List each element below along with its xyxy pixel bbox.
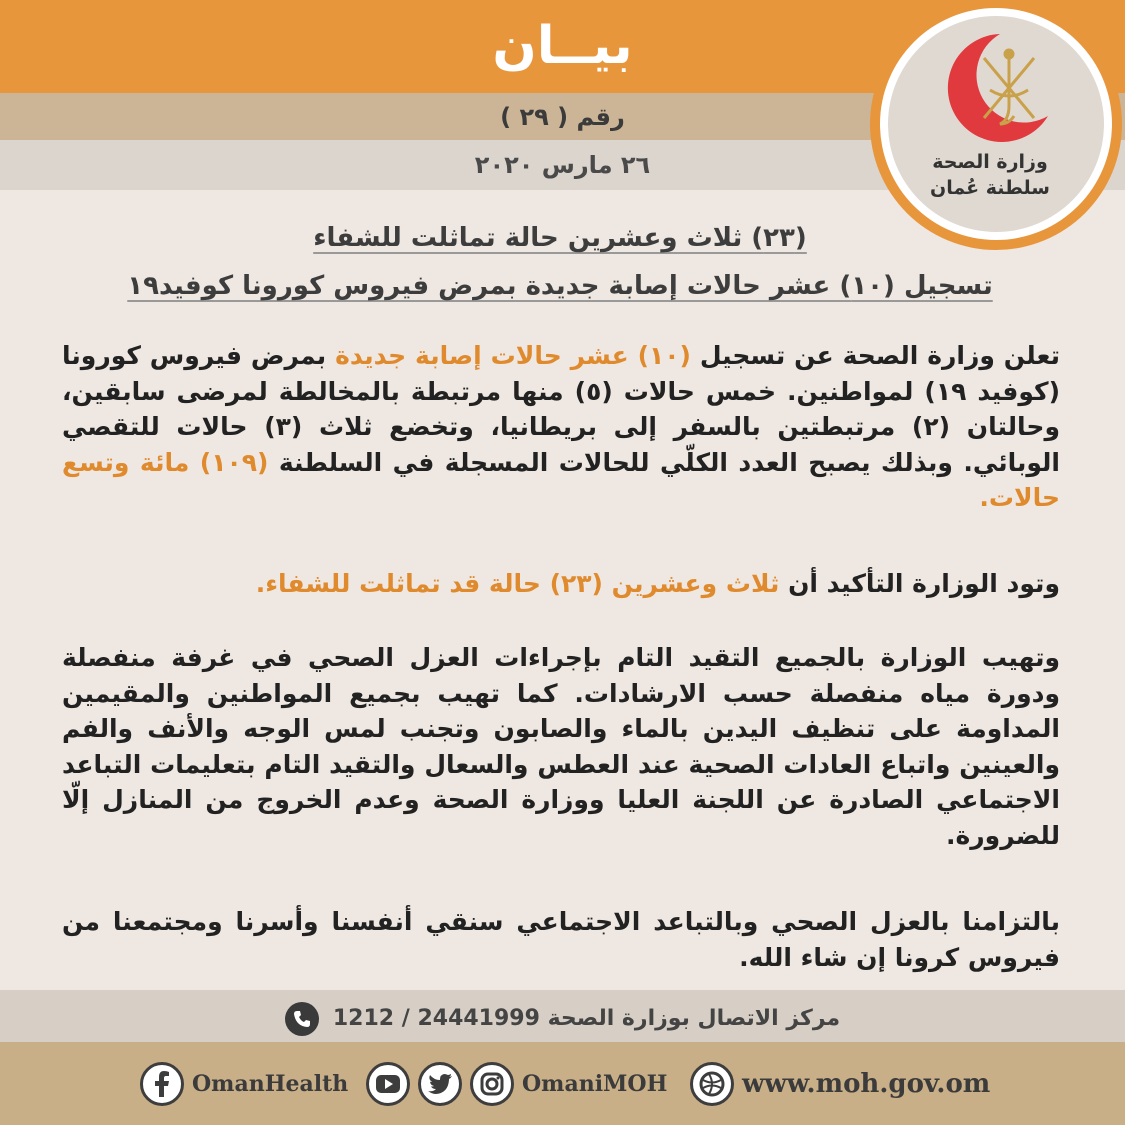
globe-icon[interactable] xyxy=(690,1062,734,1106)
website-group[interactable] xyxy=(690,1058,990,1110)
paragraph-recoveries: وتود الوزارة التأكيد أن ثلاث وعشرين (٢٣) حالة قد تماثلت للشفاء. xyxy=(255,569,1060,598)
headline-recoveries: (٢٣) ثلاث وعشرين حالة تماثلت للشفاء xyxy=(313,223,807,253)
logo-country-name: سلطنة عُمان xyxy=(930,177,1050,199)
paragraph-new-cases: تعلن وزارة الصحة عن تسجيل (١٠) عشر حالات إصابة جديدة بمرض فيروس كورونا (كوفيد ١٩) لمواطنين. خمس حالات (٥) منها مرتبطة بالمخالطة لمرضى سابقين، وحالتان (٢) مرتبطتين بالسفر إلى بريطانيا، وتخضع ثلاث (٣) حالات للتقصي الوبائي. وبذلك يصبح العدد الكلّي للحالات المسجلة في السلطنة (١٠٩) مائة وتسع حالات. xyxy=(62,341,1060,512)
paragraph-guidelines: وتهيب الوزارة بالجميع التقيد التام بإجراءات العزل الصحي في غرفة منفصلة ودورة مياه منفصلة حسب الارشادات. كما تهيب بجميع المواطنين والمقيمين المداومة على تنظيف اليدين بالماء والصابون وتجنب لمس الوجه والأنف والفم والعينين واتباع العادات الصحية عند العطس والسعال والتقيد التام بتعليمات التباعد الاجتماعي الصادرة عن اللجنة العليا ووزارة الصحة وعدم الخروج من المنازل إلّا للضرورة. xyxy=(62,643,1060,850)
twitter-icon[interactable] xyxy=(418,1062,462,1106)
logo-ministry-name: وزارة الصحة xyxy=(932,151,1048,173)
paragraph-closing: بالتزامنا بالعزل الصحي وبالتباعد الاجتماعي سنقي أنفسنا وأسرنا ومجتمعنا من فيروس كرونا إن شاء الله. xyxy=(62,907,1060,972)
facebook-handle[interactable]: OmanHealth xyxy=(192,1071,349,1097)
statement-date: ٢٦ مارس ٢٠٢٠ xyxy=(474,151,651,179)
facebook-group[interactable] xyxy=(140,1058,348,1110)
facebook-icon[interactable] xyxy=(140,1062,184,1106)
contact-center xyxy=(0,1002,1125,1036)
statement-title: بيــان xyxy=(492,16,633,76)
phone-icon[interactable] xyxy=(285,1002,319,1036)
youtube-icon[interactable] xyxy=(366,1062,410,1106)
headline-new-cases: تسجيل (١٠) عشر حالات إصابة جديدة بمرض فيروس كورونا كوفيد١٩ xyxy=(127,271,993,301)
website-link[interactable]: www.moh.gov.om xyxy=(742,1069,991,1099)
instagram-icon[interactable] xyxy=(470,1062,514,1106)
moh-handle[interactable]: OmaniMOH xyxy=(522,1071,668,1097)
statement-number: رقم ( ٢٩ ) xyxy=(500,103,625,131)
moh-social-group[interactable] xyxy=(366,1058,667,1110)
contact-text: مركز الاتصال بوزارة الصحة 24441999 / 1212 xyxy=(332,1006,841,1031)
crescent-emblem-icon xyxy=(930,28,1060,148)
